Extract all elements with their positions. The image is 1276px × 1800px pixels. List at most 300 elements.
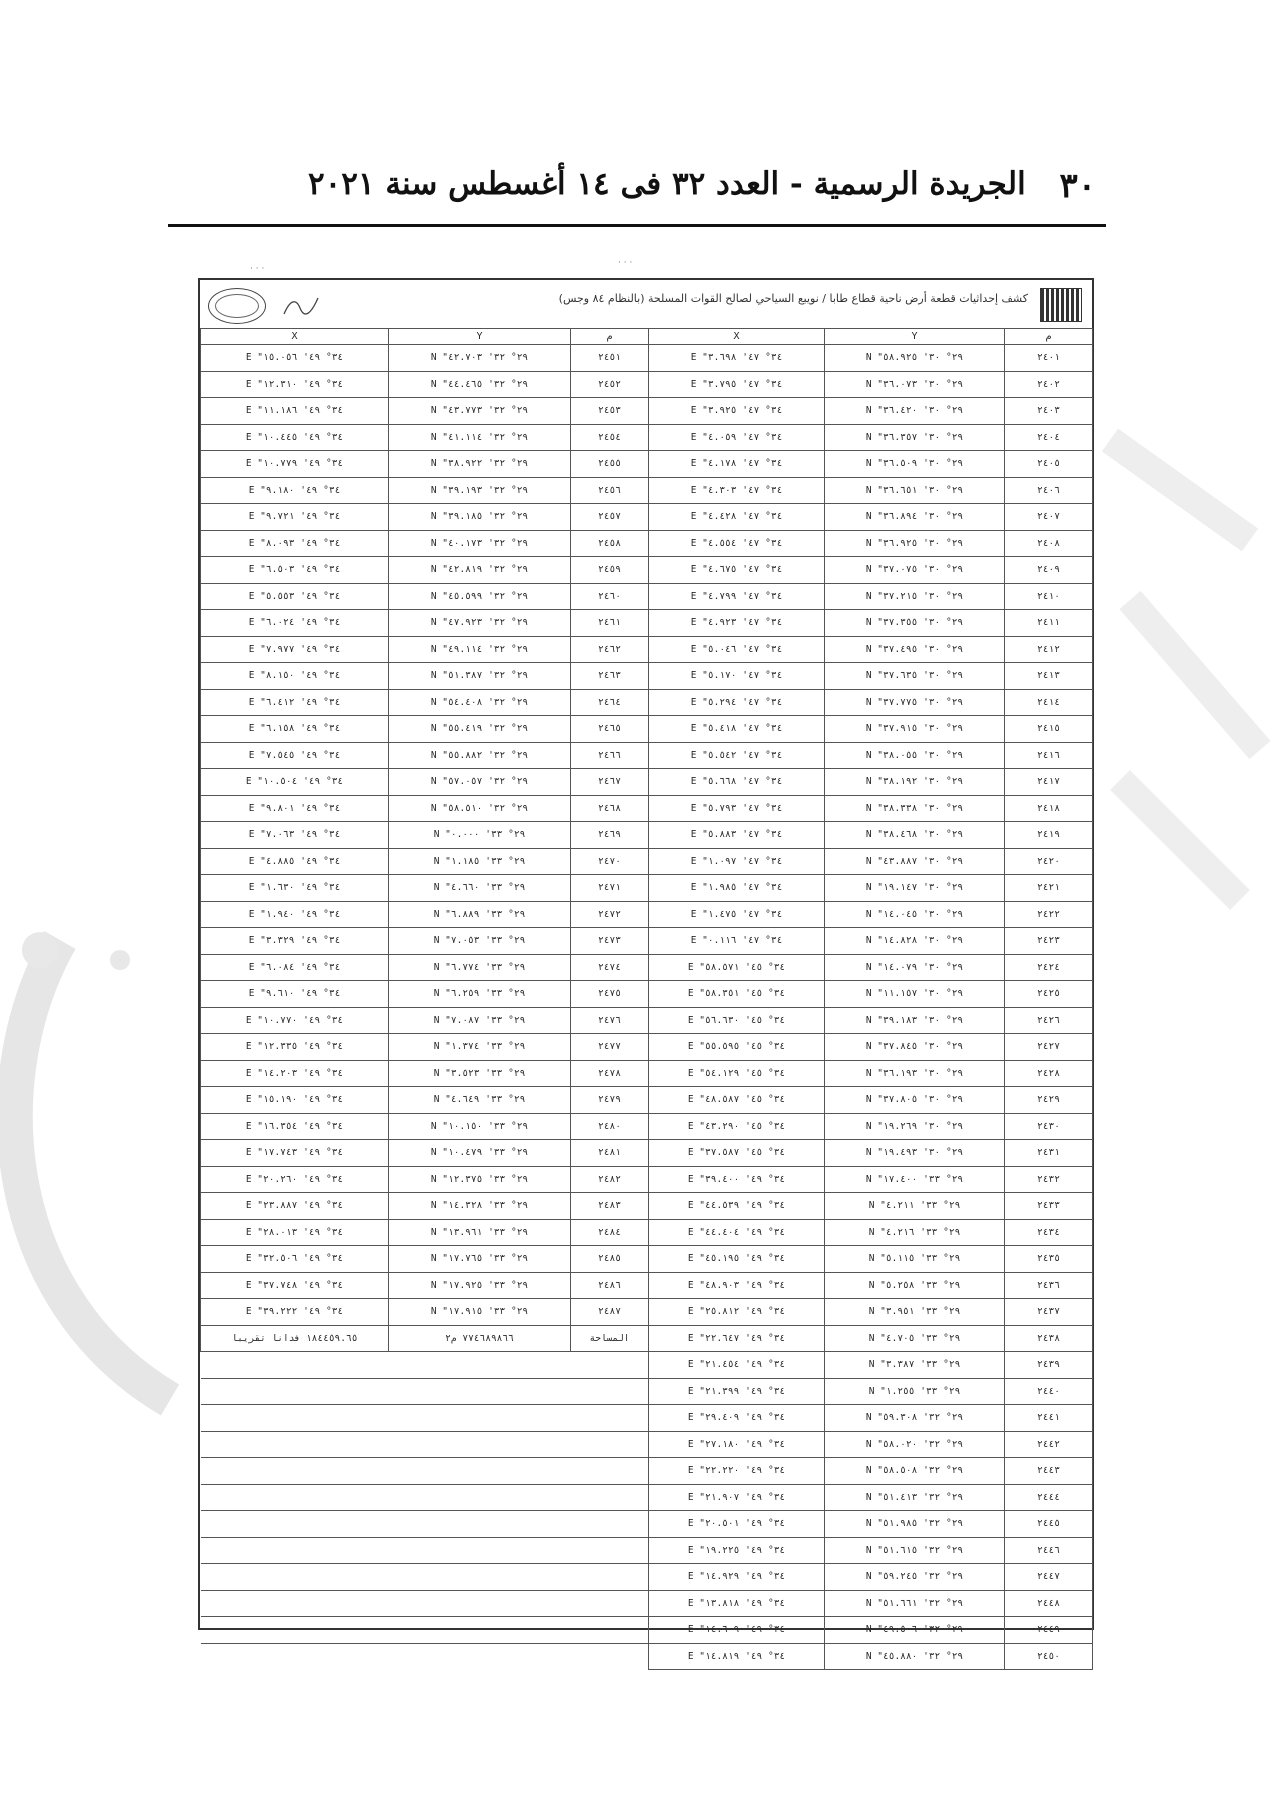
- longitude-cell: ٣٤° ٤٩' ٨.١٥٠" E: [201, 663, 389, 690]
- latitude-cell: ٢٩° ٣٠' ١٤.٠٤٥" N: [825, 901, 1005, 928]
- point-number-cell: ٢٤٠٨: [1005, 530, 1093, 557]
- longitude-cell: ٣٤° ٤٩' ٢٢.٢٢٠" E: [649, 1458, 825, 1485]
- longitude-cell: ٣٤° ٤٥' ٥٤.١٢٩" E: [649, 1060, 825, 1087]
- latitude-cell: ٢٩° ٣٣' ٥.٢٥٨" N: [825, 1272, 1005, 1299]
- latitude-cell: ٢٩° ٣٢' ٤٤.٤٦٥" N: [389, 371, 571, 398]
- longitude-cell: ٣٤° ٤٩' ٩.٧٢١" E: [201, 504, 389, 531]
- latitude-cell: ٢٩° ٣٠' ٣٧.٢١٥" N: [825, 583, 1005, 610]
- longitude-cell: ٣٤° ٤٧' ١.٤٧٥" E: [649, 901, 825, 928]
- point-number-cell: ٢٤٠٧: [1005, 504, 1093, 531]
- point-number-cell: ٢٤٢٩: [1005, 1087, 1093, 1114]
- longitude-cell: ٣٤° ٤٧' ٤.١٧٨" E: [649, 451, 825, 478]
- table-row: [201, 954, 1093, 981]
- latitude-cell: ٢٩° ٣٠' ١١.١٥٧" N: [825, 981, 1005, 1008]
- longitude-cell: ٣٤° ٤٩' ٦.٥٠٣" E: [201, 557, 389, 584]
- longitude-cell: ٣٤° ٤٩' ٢٠.٢٦٠" E: [201, 1166, 389, 1193]
- latitude-cell: ٢٩° ٣٠' ٥٨.٩٢٥" N: [825, 345, 1005, 372]
- latitude-cell: ٢٩° ٣٣' ٤.٢١١" N: [825, 1193, 1005, 1220]
- latitude-cell: ٢٩° ٣٣' ٧.٠٨٧" N: [389, 1007, 571, 1034]
- longitude-cell: ٣٤° ٤٩' ١٧.٧٤٣" E: [201, 1140, 389, 1167]
- empty-area: [201, 1458, 649, 1485]
- longitude-cell: ٣٤° ٤٧' ٥.٨٨٣" E: [649, 822, 825, 849]
- point-number-cell: ٢٤٥٤: [571, 424, 649, 451]
- latitude-cell: ٢٩° ٣٣' ١٧.٧٦٥" N: [389, 1246, 571, 1273]
- point-number-cell: ٢٤٨٦: [571, 1272, 649, 1299]
- table-row: [201, 1299, 1093, 1326]
- point-number-cell: ٢٤٦٥: [571, 716, 649, 743]
- longitude-cell: ٣٤° ٤٩' ١٢.٣٣٥" E: [201, 1034, 389, 1061]
- table-row: [201, 398, 1093, 425]
- point-number-cell: ٢٤٦٧: [571, 769, 649, 796]
- latitude-cell: ٢٩° ٣٠' ١٩.١٤٧" N: [825, 875, 1005, 902]
- point-number-cell: ٢٤٢٨: [1005, 1060, 1093, 1087]
- latitude-cell: ٢٩° ٣٠' ٣٧.٩١٥" N: [825, 716, 1005, 743]
- point-number-cell: ٢٤٤٧: [1005, 1564, 1093, 1591]
- point-number-cell: ٢٤٣٤: [1005, 1219, 1093, 1246]
- point-number-cell: ٢٤٨١: [571, 1140, 649, 1167]
- latitude-cell: ٢٩° ٣٢' ٤٧.٩٢٣" N: [389, 610, 571, 637]
- table-row: [201, 795, 1093, 822]
- latitude-cell: ٢٩° ٣٣' ١٤.٣٢٨" N: [389, 1193, 571, 1220]
- longitude-cell: ٣٤° ٤٩' ١٦.٣٥٤" E: [201, 1113, 389, 1140]
- point-number-cell: ٢٤٤٣: [1005, 1458, 1093, 1485]
- longitude-cell: ٣٤° ٤٧' ٥.٥٤٢" E: [649, 742, 825, 769]
- latitude-cell: ٢٩° ٣٠' ٣٦.٦٥١" N: [825, 477, 1005, 504]
- longitude-cell: ٣٤° ٤٩' ٣.٣٢٩" E: [201, 928, 389, 955]
- latitude-cell: ٢٩° ٣٣' ٦.٨٨٩" N: [389, 901, 571, 928]
- longitude-cell: ٣٤° ٤٩' ٢٨.٠١٣" E: [201, 1219, 389, 1246]
- latitude-cell: ٢٩° ٣٠' ٣٦.٨٩٤" N: [825, 504, 1005, 531]
- point-number-cell: ٢٤٦٠: [571, 583, 649, 610]
- latitude-cell: ٢٩° ٣٢' ٥٥.٨٨٢" N: [389, 742, 571, 769]
- latitude-cell: ٢٩° ٣٣' ١٣.٩٦١" N: [389, 1219, 571, 1246]
- point-number-cell: ٢٤٤٥: [1005, 1511, 1093, 1538]
- point-number-cell: ٢٤٣٩: [1005, 1352, 1093, 1379]
- latitude-cell: ٢٩° ٣٠' ١٩.٢٦٩" N: [825, 1113, 1005, 1140]
- handwritten-signature: [282, 294, 322, 320]
- longitude-cell: ٣٤° ٤٩' ٣٩.٤٠٠" E: [649, 1166, 825, 1193]
- longitude-cell: ٣٤° ٤٥' ٥٨.٥٧١" E: [649, 954, 825, 981]
- latitude-cell: ٢٩° ٣٢' ٤٥.٨٨٠" N: [825, 1643, 1005, 1670]
- longitude-cell: ٣٤° ٤٩' ٦.١٥٨" E: [201, 716, 389, 743]
- point-number-cell: ٢٤٦١: [571, 610, 649, 637]
- point-number-cell: ٢٤٥١: [571, 345, 649, 372]
- table-row: [201, 504, 1093, 531]
- latitude-cell: ٢٩° ٣٢' ٣٩.١٨٥" N: [389, 504, 571, 531]
- table-row: [201, 742, 1093, 769]
- latitude-cell: ٢٩° ٣٠' ٣٩.١٨٣" N: [825, 1007, 1005, 1034]
- longitude-cell: ٣٤° ٤٩' ١٥.١٩٠" E: [201, 1087, 389, 1114]
- latitude-cell: ٢٩° ٣٢' ٥١.٣٨٧" N: [389, 663, 571, 690]
- point-number-cell: ٢٤٥٨: [571, 530, 649, 557]
- latitude-cell: ٢٩° ٣٣' ٣.٣٨٧" N: [825, 1352, 1005, 1379]
- point-number-cell: ٢٤٤٩: [1005, 1617, 1093, 1644]
- table-row: [201, 1405, 1093, 1432]
- latitude-cell: ٢٩° ٣٣' ٦.٧٧٤" N: [389, 954, 571, 981]
- point-number-cell: ٢٤٨٧: [571, 1299, 649, 1326]
- longitude-cell: ٣٤° ٤٩' ٧.٠٦٣" E: [201, 822, 389, 849]
- latitude-cell: ٢٩° ٣٠' ١٩.٤٩٣" N: [825, 1140, 1005, 1167]
- point-number-cell: ٢٤٥٥: [571, 451, 649, 478]
- latitude-cell: ٢٩° ٣٠' ٣٨.١٩٢" N: [825, 769, 1005, 796]
- column-header: م: [1005, 329, 1093, 345]
- longitude-cell: ٣٤° ٤٩' ٤٤.٤٠٤" E: [649, 1219, 825, 1246]
- table-row: [201, 822, 1093, 849]
- point-number-cell: ٢٤٧٤: [571, 954, 649, 981]
- point-number-cell: ٢٤١٣: [1005, 663, 1093, 690]
- longitude-cell: ٣٤° ٤٩' ١٤.٢٠٣" E: [201, 1060, 389, 1087]
- table-row: [201, 371, 1093, 398]
- table-row: [201, 1352, 1093, 1379]
- longitude-cell: ٣٤° ٤٧' ١.٩٨٥" E: [649, 875, 825, 902]
- longitude-cell: ٣٤° ٤٩' ٩.٨٠١" E: [201, 795, 389, 822]
- table-row: [201, 901, 1093, 928]
- longitude-cell: ٣٤° ٤٩' ٢١.٤٥٤" E: [649, 1352, 825, 1379]
- table-row: [201, 477, 1093, 504]
- scanned-table-sheet: [198, 278, 1094, 1662]
- empty-area: [201, 1537, 649, 1564]
- table-row: [201, 1140, 1093, 1167]
- latitude-cell: ٢٩° ٣٢' ٤٢.٧٠٣" N: [389, 345, 571, 372]
- latitude-cell: ٢٩° ٣٣' ١٠.٤٧٩" N: [389, 1140, 571, 1167]
- latitude-cell: ٢٩° ٣٠' ٣٧.٧٧٥" N: [825, 689, 1005, 716]
- point-number-cell: ٢٤٧٧: [571, 1034, 649, 1061]
- latitude-cell: ٢٩° ٣٠' ٣٨.٠٥٥" N: [825, 742, 1005, 769]
- empty-area: [201, 1643, 649, 1670]
- point-number-cell: ٢٤٧٥: [571, 981, 649, 1008]
- longitude-cell: ٣٤° ٤٩' ١.٩٤٠" E: [201, 901, 389, 928]
- point-number-cell: ٢٤١١: [1005, 610, 1093, 637]
- point-number-cell: ٢٤١٥: [1005, 716, 1093, 743]
- watermark-text: [1090, 420, 1276, 940]
- longitude-cell: ٣٤° ٤٩' ٧.٥٤٥" E: [201, 742, 389, 769]
- table-row: [201, 557, 1093, 584]
- empty-area: [201, 1484, 649, 1511]
- longitude-cell: ٣٤° ٤٩' ٤٤.٥٣٩" E: [649, 1193, 825, 1220]
- table-row: [201, 1246, 1093, 1273]
- longitude-cell: ٣٤° ٤٩' ٢٩.٤٠٩" E: [649, 1405, 825, 1432]
- longitude-cell: ٣٤° ٤٥' ٤٨.٥٨٧" E: [649, 1087, 825, 1114]
- longitude-cell: ٣٤° ٤٩' ٢٥.٨١٢" E: [649, 1299, 825, 1326]
- table-row: [201, 1219, 1093, 1246]
- latitude-cell: ٢٩° ٣٣' ٤.٢١٦" N: [825, 1219, 1005, 1246]
- longitude-cell: ٣٤° ٤٧' ٣.٧٩٥" E: [649, 371, 825, 398]
- point-number-cell: ٢٤٦٤: [571, 689, 649, 716]
- latitude-cell: ٢٩° ٣٣' ١٢.٣٧٥" N: [389, 1166, 571, 1193]
- longitude-cell: ٣٤° ٤٩' ٤٥.١٩٥" E: [649, 1246, 825, 1273]
- latitude-cell: ٢٩° ٣٢' ٥١.٩٨٥" N: [825, 1511, 1005, 1538]
- point-number-cell: ٢٤٥٦: [571, 477, 649, 504]
- longitude-cell: ٣٤° ٤٩' ٩.١٨٠" E: [201, 477, 389, 504]
- longitude-cell: ٣٤° ٤٩' ٣٩.٢٢٢" E: [201, 1299, 389, 1326]
- point-number-cell: ٢٤٤٤: [1005, 1484, 1093, 1511]
- longitude-cell: ٣٤° ٤٩' ٦.٠٢٤" E: [201, 610, 389, 637]
- longitude-cell: ٣٤° ٤٧' ٥.١٧٠" E: [649, 663, 825, 690]
- longitude-cell: ٣٤° ٤٩' ٣٢.٥٠٦" E: [201, 1246, 389, 1273]
- point-number-cell: ٢٤١٢: [1005, 636, 1093, 663]
- longitude-cell: ٣٤° ٤٩' ١٠.٧٧٠" E: [201, 1007, 389, 1034]
- latitude-cell: ٢٩° ٣٠' ٣٦.٤٢٠" N: [825, 398, 1005, 425]
- point-number-cell: ٢٤٥٠: [1005, 1643, 1093, 1670]
- table-row: [201, 1590, 1093, 1617]
- longitude-cell: ٣٤° ٤٩' ٤٨.٩٠٣" E: [649, 1272, 825, 1299]
- longitude-cell: ٣٤° ٤٩' ٢٠.٥٠١" E: [649, 1511, 825, 1538]
- area-label-cell: المساحة: [571, 1325, 649, 1352]
- empty-area: [201, 1617, 649, 1644]
- latitude-cell: ٢٩° ٣٢' ٥٩.٢٤٥" N: [825, 1564, 1005, 1591]
- table-body: [201, 345, 1093, 1670]
- point-number-cell: ٢٤٢٤: [1005, 954, 1093, 981]
- latitude-cell: ٢٩° ٣٣' ٤.٦٤٩" N: [389, 1087, 571, 1114]
- point-number-cell: ٢٤٠٤: [1005, 424, 1093, 451]
- table-row: [201, 1087, 1093, 1114]
- header-divider: [168, 224, 1106, 227]
- latitude-cell: ٢٩° ٣٠' ٣٧.٨٠٥" N: [825, 1087, 1005, 1114]
- point-number-cell: ٢٤٠٢: [1005, 371, 1093, 398]
- longitude-cell: ٣٤° ٤٩' ١٠.٤٤٥" E: [201, 424, 389, 451]
- table-row: [201, 1484, 1093, 1511]
- point-number-cell: ٢٤٠٣: [1005, 398, 1093, 425]
- column-header: Y: [389, 329, 571, 345]
- latitude-cell: ٢٩° ٣٢' ٥٨.٥٠٨" N: [825, 1458, 1005, 1485]
- latitude-cell: ٢٩° ٣٣' ٥.١١٥" N: [825, 1246, 1005, 1273]
- latitude-cell: ٢٩° ٣٣' ١.١٨٥" N: [389, 848, 571, 875]
- point-number-cell: ٢٤١٠: [1005, 583, 1093, 610]
- point-number-cell: ٢٤٢٣: [1005, 928, 1093, 955]
- point-number-cell: ٢٤٣٥: [1005, 1246, 1093, 1273]
- point-number-cell: ٢٤٦٦: [571, 742, 649, 769]
- longitude-cell: ٣٤° ٤٩' ١٢.٣١٠" E: [201, 371, 389, 398]
- latitude-cell: ٢٩° ٣٣' ٤.٦٦٠" N: [389, 875, 571, 902]
- longitude-cell: ٣٤° ٤٥' ٥٨.٣٥١" E: [649, 981, 825, 1008]
- latitude-cell: ٢٩° ٣٠' ٤٣.٨٨٧" N: [825, 848, 1005, 875]
- longitude-cell: ٣٤° ٤٧' ٤.٠٥٩" E: [649, 424, 825, 451]
- longitude-cell: ٣٤° ٤٩' ٢١.٩٠٧" E: [649, 1484, 825, 1511]
- point-number-cell: ٢٤٠٩: [1005, 557, 1093, 584]
- longitude-cell: ٣٤° ٤٩' ١٩.٢٢٥" E: [649, 1537, 825, 1564]
- table-row: [201, 583, 1093, 610]
- point-number-cell: ٢٤٤٦: [1005, 1537, 1093, 1564]
- point-number-cell: ٢٤٠١: [1005, 345, 1093, 372]
- point-number-cell: ٢٤٧٠: [571, 848, 649, 875]
- point-number-cell: ٢٤٥٢: [571, 371, 649, 398]
- point-number-cell: ٢٤٥٣: [571, 398, 649, 425]
- table-row: [201, 769, 1093, 796]
- point-number-cell: ٢٤٠٥: [1005, 451, 1093, 478]
- longitude-cell: ٣٤° ٤٧' ٤.٩٢٣" E: [649, 610, 825, 637]
- longitude-cell: ٣٤° ٤٩' ٨.٠٩٣" E: [201, 530, 389, 557]
- point-number-cell: ٢٤١٨: [1005, 795, 1093, 822]
- column-header: Y: [825, 329, 1005, 345]
- latitude-cell: ٢٩° ٣٣' ٠.٠٠٠" N: [389, 822, 571, 849]
- longitude-cell: ٣٤° ٤٧' ٤.٧٩٩" E: [649, 583, 825, 610]
- empty-area: [201, 1352, 649, 1379]
- latitude-cell: ٢٩° ٣٢' ٤٩.١١٤" N: [389, 636, 571, 663]
- longitude-cell: ٣٤° ٤٧' ٥.٠٤٦" E: [649, 636, 825, 663]
- table-row: [201, 1034, 1093, 1061]
- table-row: [201, 530, 1093, 557]
- stamp-seal: [208, 288, 266, 324]
- table-row: [201, 1431, 1093, 1458]
- column-header: X: [201, 329, 389, 345]
- point-number-cell: ٢٤٧٣: [571, 928, 649, 955]
- scan-mark: · · ·: [250, 264, 265, 274]
- page-number: ٣٠: [1059, 166, 1096, 206]
- latitude-cell: ٢٩° ٣٢' ٤٢.٨١٩" N: [389, 557, 571, 584]
- table-row: [201, 1193, 1093, 1220]
- longitude-cell: ٣٤° ٤٩' ١٥.٠٥٦" E: [201, 345, 389, 372]
- area-feddan-cell: ١٨٤٤٥٩.٦٥ فدانا تقريبا: [201, 1325, 389, 1352]
- longitude-cell: ٣٤° ٤٩' ٢٧.١٨٠" E: [649, 1431, 825, 1458]
- latitude-cell: ٢٩° ٣٢' ٥٤.٤٠٨" N: [389, 689, 571, 716]
- point-number-cell: ٢٤٨٢: [571, 1166, 649, 1193]
- latitude-cell: ٢٩° ٣٢' ٥١.٦٦١" N: [825, 1590, 1005, 1617]
- point-number-cell: ٢٤٤٢: [1005, 1431, 1093, 1458]
- table-row: [201, 1564, 1093, 1591]
- point-number-cell: ٢٤٥٩: [571, 557, 649, 584]
- longitude-cell: ٣٤° ٤٧' ٥.٧٩٣" E: [649, 795, 825, 822]
- table-row: [201, 1113, 1093, 1140]
- table-header-row: [201, 329, 1093, 345]
- point-number-cell: ٢٤٢٢: [1005, 901, 1093, 928]
- longitude-cell: ٣٤° ٤٩' ٧.٩٧٧" E: [201, 636, 389, 663]
- point-number-cell: ٢٤٣٠: [1005, 1113, 1093, 1140]
- latitude-cell: ٢٩° ٣٠' ٣٨.٣٣٨" N: [825, 795, 1005, 822]
- point-number-cell: ٢٤٥٧: [571, 504, 649, 531]
- empty-area: [201, 1590, 649, 1617]
- longitude-cell: ٣٤° ٤٩' ٩.٦١٠" E: [201, 981, 389, 1008]
- table-row: [201, 981, 1093, 1008]
- latitude-cell: ٢٩° ٣٢' ٤٣.٧٧٣" N: [389, 398, 571, 425]
- point-number-cell: ٢٤٧٦: [571, 1007, 649, 1034]
- latitude-cell: ٢٩° ٣٣' ٤.٧٠٥" N: [825, 1325, 1005, 1352]
- table-row: [201, 1511, 1093, 1538]
- table-row: [201, 1166, 1093, 1193]
- latitude-cell: ٢٩° ٣٠' ٣٨.٤٦٨" N: [825, 822, 1005, 849]
- page-header: [168, 160, 1106, 216]
- longitude-cell: ٣٤° ٤٧' ١.٠٩٧" E: [649, 848, 825, 875]
- table-row: [201, 1272, 1093, 1299]
- column-header: X: [649, 329, 825, 345]
- empty-area: [201, 1431, 649, 1458]
- authority-logo: [1040, 288, 1082, 322]
- point-number-cell: ٢٤٢٦: [1005, 1007, 1093, 1034]
- point-number-cell: ٢٤٨٣: [571, 1193, 649, 1220]
- latitude-cell: ٢٩° ٣٢' ٥١.٤١٣" N: [825, 1484, 1005, 1511]
- table-row: [201, 424, 1093, 451]
- latitude-cell: ٢٩° ٣٢' ٣٩.١٩٣" N: [389, 477, 571, 504]
- longitude-cell: ٣٤° ٤٧' ٥.٤١٨" E: [649, 716, 825, 743]
- latitude-cell: ٢٩° ٣٢' ٤٠.١٧٣" N: [389, 530, 571, 557]
- point-number-cell: ٢٤٤١: [1005, 1405, 1093, 1432]
- latitude-cell: ٢٩° ٣٠' ٣٧.٣٥٥" N: [825, 610, 1005, 637]
- point-number-cell: ٢٤٢٠: [1005, 848, 1093, 875]
- point-number-cell: ٢٤٦٩: [571, 822, 649, 849]
- latitude-cell: ٢٩° ٣٠' ٣٦.٣٥٧" N: [825, 424, 1005, 451]
- point-number-cell: ٢٤٨٠: [571, 1113, 649, 1140]
- longitude-cell: ٣٤° ٤٧' ٥.٢٩٤" E: [649, 689, 825, 716]
- longitude-cell: ٣٤° ٤٩' ١٤.٩٢٩" E: [649, 1564, 825, 1591]
- empty-area: [201, 1405, 649, 1432]
- latitude-cell: ٢٩° ٣٠' ٣٦.٥٠٩" N: [825, 451, 1005, 478]
- longitude-cell: ٣٤° ٤٧' ٤.٣٠٣" E: [649, 477, 825, 504]
- latitude-cell: ٢٩° ٣٠' ٣٧.٠٧٥" N: [825, 557, 1005, 584]
- longitude-cell: ٣٤° ٤٩' ١.٦٣٠" E: [201, 875, 389, 902]
- point-number-cell: ٢٤٦٣: [571, 663, 649, 690]
- point-number-cell: ٢٤٤٠: [1005, 1378, 1093, 1405]
- scan-header: [200, 280, 1092, 329]
- table-row: [201, 716, 1093, 743]
- longitude-cell: ٣٤° ٤٧' ٤.٤٢٨" E: [649, 504, 825, 531]
- table-row: [201, 848, 1093, 875]
- latitude-cell: ٢٩° ٣٣' ١٧.٤٠٠" N: [825, 1166, 1005, 1193]
- longitude-cell: ٣٤° ٤٩' ١١.١٨٦" E: [201, 398, 389, 425]
- point-number-cell: ٢٤٢٧: [1005, 1034, 1093, 1061]
- latitude-cell: ٢٩° ٣٣' ١٠.١٥٠" N: [389, 1113, 571, 1140]
- point-number-cell: ٢٤٦٢: [571, 636, 649, 663]
- coordinates-table: [200, 328, 1093, 1670]
- point-number-cell: ٢٤٢١: [1005, 875, 1093, 902]
- table-row: [201, 1643, 1093, 1670]
- longitude-cell: ٣٤° ٤٧' ٤.٥٥٤" E: [649, 530, 825, 557]
- longitude-cell: ٣٤° ٤٩' ١٠.٧٧٩" E: [201, 451, 389, 478]
- latitude-cell: ٢٩° ٣٢' ٤١.١١٤" N: [389, 424, 571, 451]
- latitude-cell: ٢٩° ٣٠' ٣٧.٦٣٥" N: [825, 663, 1005, 690]
- latitude-cell: ٢٩° ٣٢' ٥٧.٠٥٧" N: [389, 769, 571, 796]
- point-number-cell: ٢٤٣٢: [1005, 1166, 1093, 1193]
- table-row: [201, 1378, 1093, 1405]
- latitude-cell: ٢٩° ٣٣' ١٧.٩٢٥" N: [389, 1272, 571, 1299]
- point-number-cell: ٢٤٧٩: [571, 1087, 649, 1114]
- latitude-cell: ٢٩° ٣٠' ٣٦.١٩٣" N: [825, 1060, 1005, 1087]
- point-number-cell: ٢٤٢٥: [1005, 981, 1093, 1008]
- table-row: [201, 1325, 1093, 1352]
- table-row: [201, 636, 1093, 663]
- latitude-cell: ٢٩° ٣٠' ١٤.٠٧٩" N: [825, 954, 1005, 981]
- latitude-cell: ٢٩° ٣٠' ٣٦.٩٢٥" N: [825, 530, 1005, 557]
- point-number-cell: ٢٤٣٧: [1005, 1299, 1093, 1326]
- table-row: [201, 1458, 1093, 1485]
- table-row: [201, 451, 1093, 478]
- longitude-cell: ٣٤° ٤٩' ١٣.٨١٨" E: [649, 1590, 825, 1617]
- table-row: [201, 928, 1093, 955]
- point-number-cell: ٢٤١٩: [1005, 822, 1093, 849]
- latitude-cell: ٢٩° ٣٣' ٣.٩٥١" N: [825, 1299, 1005, 1326]
- longitude-cell: ٣٤° ٤٩' ١٤.٨١٩" E: [649, 1643, 825, 1670]
- latitude-cell: ٢٩° ٣٢' ٣٨.٩٢٢" N: [389, 451, 571, 478]
- longitude-cell: ٣٤° ٤٥' ٣٧.٥٨٧" E: [649, 1140, 825, 1167]
- latitude-cell: ٢٩° ٣٢' ٤٩.٥٠٦" N: [825, 1617, 1005, 1644]
- point-number-cell: ٢٤٤٨: [1005, 1590, 1093, 1617]
- table-row: [201, 1060, 1093, 1087]
- longitude-cell: ٣٤° ٤٩' ١٤.٦٠٩" E: [649, 1617, 825, 1644]
- latitude-cell: ٢٩° ٣٢' ٥٨.٥١٠" N: [389, 795, 571, 822]
- latitude-cell: ٢٩° ٣٣' ١٧.٩١٥" N: [389, 1299, 571, 1326]
- table-row: [201, 610, 1093, 637]
- point-number-cell: ٢٤٨٥: [571, 1246, 649, 1273]
- longitude-cell: ٣٤° ٤٧' ٥.٦٦٨" E: [649, 769, 825, 796]
- latitude-cell: ٢٩° ٣٣' ٦.٢٥٩" N: [389, 981, 571, 1008]
- latitude-cell: ٢٩° ٣٢' ٥٨.٠٢٠" N: [825, 1431, 1005, 1458]
- empty-area: [201, 1511, 649, 1538]
- latitude-cell: ٢٩° ٣٠' ٣٦.٠٧٣" N: [825, 371, 1005, 398]
- longitude-cell: ٣٤° ٤٩' ٢٢.٦٤٧" E: [649, 1325, 825, 1352]
- point-number-cell: ٢٤٨٤: [571, 1219, 649, 1246]
- column-header: م: [571, 329, 649, 345]
- longitude-cell: ٣٤° ٤٩' ٢٣.٨٨٧" E: [201, 1193, 389, 1220]
- point-number-cell: ٢٤٠٦: [1005, 477, 1093, 504]
- latitude-cell: ٢٩° ٣٠' ٣٧.٨٤٥" N: [825, 1034, 1005, 1061]
